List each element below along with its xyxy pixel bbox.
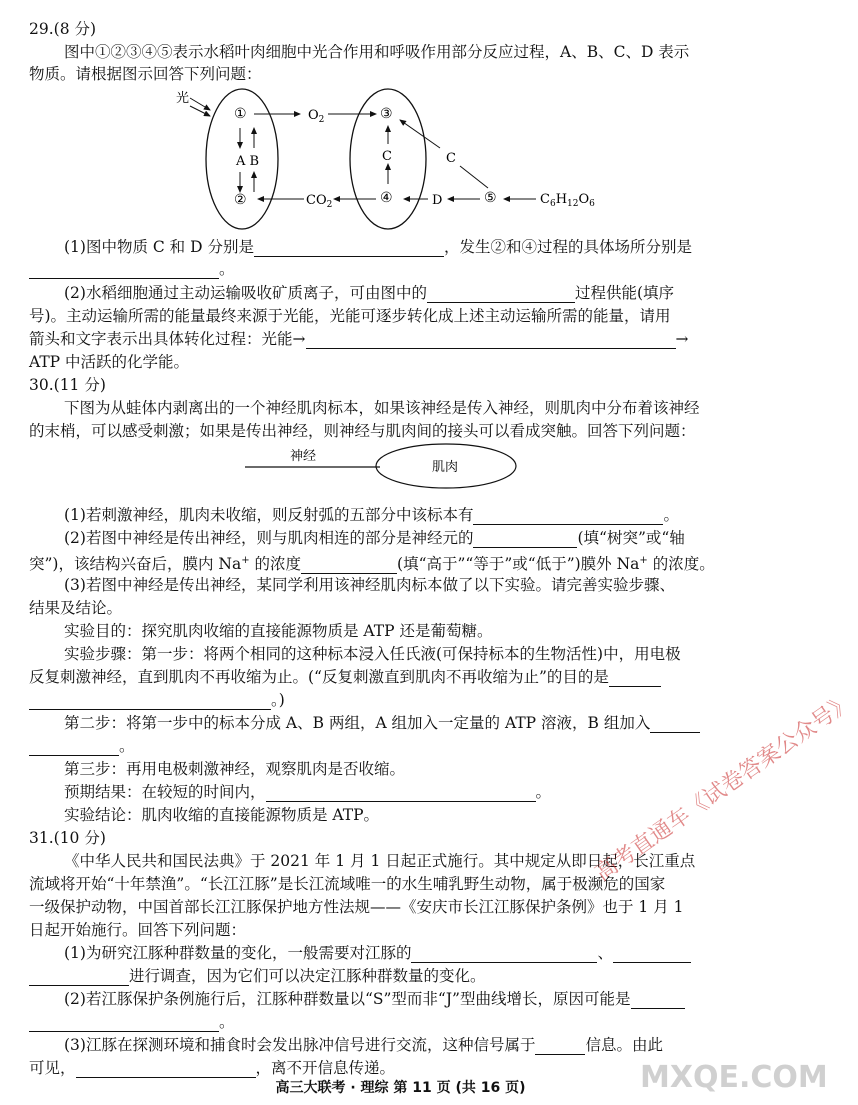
answer-blank[interactable] xyxy=(76,1061,256,1078)
answer-blank[interactable] xyxy=(427,286,575,303)
q29-stem-line2: 物质。请根据图示回答下列问题： xyxy=(29,65,262,83)
answer-blank[interactable] xyxy=(613,946,691,963)
answer-blank[interactable] xyxy=(631,992,685,1009)
answer-blank[interactable] xyxy=(266,785,536,802)
q30-stem-line2: 的末梢，可以感受刺激；如果是传出神经，则神经与肌肉间的接头可以看成突触。回答下列问题： xyxy=(29,422,696,440)
q30-stem-line1: 下图为从蛙体内剥离出的一个神经肌肉标本，如果该神经是传入神经，则肌肉中分布着该神经 xyxy=(64,399,700,417)
answer-blank[interactable] xyxy=(29,262,219,279)
answer-blank[interactable] xyxy=(29,693,271,710)
process-1: ① xyxy=(234,106,247,122)
light-arrow-1 xyxy=(190,98,210,110)
q31-stem-line2: 流域将开始“十年禁渔”。“长江江豚”是长江流域唯一的水生哺乳野生动物，属于极濒危的国家 xyxy=(29,875,666,893)
q29-sub2-line4: ATP 中活跃的化学能。 xyxy=(29,353,190,371)
answer-blank[interactable] xyxy=(254,240,444,257)
site-logo: MXQE.COM xyxy=(640,1060,828,1095)
q31-sub2: (2)若江豚保护条例施行后，江豚种群数量以“S”型而非“J”型曲线增长，原因可能是 xyxy=(64,989,685,1009)
q30-aim: 实验目的：探究肌肉收缩的直接能源物质是 ATP 还是葡萄糖。 xyxy=(64,622,493,640)
q31-heading: 31.(10 分) xyxy=(29,829,106,847)
answer-blank[interactable] xyxy=(650,716,700,733)
q29-sub2-line3: 箭头和文字表示出具体转化过程：光能→ → xyxy=(29,330,689,348)
q31-sub1-line2: 进行调查，因为它们可以决定江豚种群数量的变化。 xyxy=(29,966,486,986)
light-label: 光 xyxy=(176,91,190,106)
q30-sub3: (3)若图中神经是传出神经，某同学利用该神经肌肉标本做了以下实验。请完善实验步骤、 xyxy=(64,576,675,594)
q30-step3: 第三步：再用电极刺激神经，观察肌肉是否收缩。 xyxy=(64,760,406,778)
q31-sub1: (1)为研究江豚种群数量的变化，一般需要对江豚的 、 xyxy=(64,943,691,963)
substance-c-diag: C xyxy=(446,151,456,166)
answer-blank[interactable] xyxy=(473,531,577,548)
q31-stem-line1: 《中华人民共和国民法典》于 2021 年 1 月 1 日起正式施行。其中规定从即日起，长江重点 xyxy=(64,852,696,870)
answer-blank[interactable] xyxy=(535,1038,585,1055)
q31-sub3: (3)江豚在探测环境和捕食时会发出脉冲信号进行交流，这种信号属于 信息。由此 xyxy=(64,1036,663,1054)
answer-blank[interactable] xyxy=(29,739,119,756)
answer-blank[interactable] xyxy=(29,1015,219,1032)
q30-sub2-line2: 突”)，该结构兴奋后，膜内 Na+ 的浓度 (填“高于”“等于”或“低于”)膜外 Na+ 的浓度。 xyxy=(29,555,715,574)
q30-sub2: (2)若图中神经是传出神经，则与肌肉相连的部分是神经元的 (填“树突”或“轴 xyxy=(64,529,685,547)
q29-sub2-line2: 号)。主动运输所需的能量最终来源于光能，光能可逐步转化成上述主动运输所需的能量，请用 xyxy=(29,307,671,325)
q29-heading: 29.(8 分) xyxy=(29,20,97,38)
answer-blank[interactable] xyxy=(306,332,676,349)
answer-blank[interactable] xyxy=(301,557,397,574)
q30-step1-line3: 。) xyxy=(29,690,285,710)
muscle-label: 肌肉 xyxy=(432,460,459,475)
q29-sub2: (2)水稻细胞通过主动运输吸收矿质离子，可由图中的 过程供能(填序 xyxy=(64,284,675,302)
nerve-label: 神经 xyxy=(290,449,317,464)
light-arrow-2 xyxy=(190,106,210,116)
q30-conclusion: 实验结论：肌肉收缩的直接能源物质是 ATP。 xyxy=(64,806,380,824)
answer-blank[interactable] xyxy=(609,670,661,687)
q31-stem-line3: 一级保护动物，中国首部长江江豚保护地方性法规——《安庆市长江江豚保护条例》也于 1 月 1 xyxy=(29,898,684,916)
q30-sub1: (1)若刺激神经，肌肉未收缩，则反射弧的五部分中该标本有 。 xyxy=(64,506,679,524)
process-4: ④ xyxy=(380,190,393,206)
process-5: ⑤ xyxy=(484,190,497,206)
answer-blank[interactable] xyxy=(411,946,597,963)
process-3: ③ xyxy=(380,106,393,122)
q30-step1: 实验步骤：第一步：将两个相同的这种标本浸入任氏液(可保持标本的生物活性)中，用电极 xyxy=(64,645,681,663)
q30-sub3-line2: 结果及结论。 xyxy=(29,599,123,617)
q30-step1-line2: 反复刺激神经，直到肌肉不再收缩为止。(“反复刺激直到肌肉不再收缩为止”的目的是 xyxy=(29,667,661,687)
glucose-label: $C_6H_{12}O_6$ xyxy=(540,192,595,209)
q31-stem-line4: 日起开始施行。回答下列问题： xyxy=(29,921,247,939)
co2-label: $CO_2$ xyxy=(306,193,333,210)
q29-sub1: (1)图中物质 C 和 D 分别是 ，发生②和④过程的具体场所分别是 xyxy=(64,238,692,256)
o2-label: $O_2$ xyxy=(308,108,325,125)
q30-result: 预期结果：在较短的时间内， 。 xyxy=(64,783,552,801)
q30-step2-line2: 。 xyxy=(29,736,135,756)
q31-sub2-line2: 。 xyxy=(29,1012,235,1032)
nerve-muscle-diagram xyxy=(240,440,530,492)
q29-diagram xyxy=(160,84,600,234)
substance-c-mid: C xyxy=(382,149,392,164)
substance-d: D xyxy=(432,193,443,208)
page-footer: 高三大联考 · 理综 第 11 页 (共 16 页) xyxy=(275,1080,526,1096)
q29-stem-line1: 图中①②③④⑤表示水稻叶肉细胞中光合作用和呼吸作用部分反应过程，A、B、C、D 表示 xyxy=(64,43,690,61)
substance-ab: A B xyxy=(236,154,260,169)
process-2: ② xyxy=(234,192,247,208)
q29-sub1-cont: 。 xyxy=(29,259,235,279)
q31-sub3-line2: 可见， ，离不开信息传递。 xyxy=(29,1059,396,1077)
q30-step2: 第二步：将第一步中的标本分成 A、B 两组，A 组加入一定量的 ATP 溶液，B 组加入 xyxy=(64,713,700,733)
q30-heading: 30.(11 分) xyxy=(29,376,106,394)
watermark-text: 高考直通车《试卷答案公众号》 xyxy=(590,689,858,887)
answer-blank[interactable] xyxy=(29,969,129,986)
answer-blank[interactable] xyxy=(473,508,663,525)
